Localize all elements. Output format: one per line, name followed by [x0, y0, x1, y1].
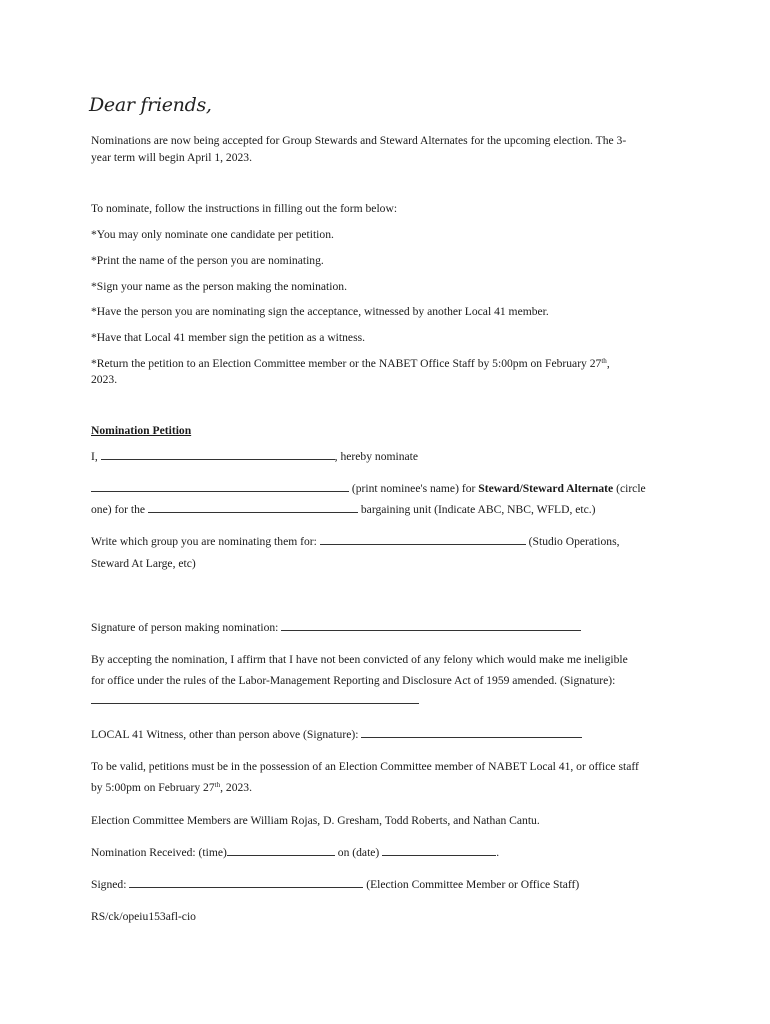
nominator-signature-line [91, 621, 581, 635]
group-field[interactable] [320, 535, 526, 545]
signature-label: Signature of person making nomination: [91, 621, 282, 634]
bargaining-text: bargaining unit (Indicate ABC, NBC, WFLD, etc.) [357, 503, 596, 516]
acceptance-line-2: for office under the rules of the Labor-Management Reporting and Disclosure Act of 1959 amended. (Signature): [91, 674, 616, 687]
acceptance-signature-field[interactable] [91, 694, 419, 704]
intro-line-1: Nominations are now being accepted for Group Stewards and Steward Alternates for the upcoming election. The 3- [91, 134, 627, 147]
i-suffix: , hereby nominate [334, 450, 419, 463]
instruction-item: *Have the person you are nominating sign the acceptance, witnessed by another Local 41 member. [91, 305, 549, 318]
nominee-text: (print nominee's name) for [349, 482, 479, 495]
signed-label: Signed: [91, 878, 130, 891]
validity-text: by 5:00pm on February 27 [91, 781, 215, 794]
witness-line [91, 728, 582, 742]
signed-field[interactable] [129, 878, 363, 888]
footer-code: RS/ck/opeiu153afl-cio [91, 910, 196, 923]
validity-line-1: To be valid, petitions must be in the possession of an Election Committee member of NABET Local 41, or office staff [91, 760, 639, 773]
group-prefix: Write which group you are nominating them for: [91, 535, 320, 548]
instruction-return [91, 357, 610, 371]
validity-sup: th [214, 781, 221, 789]
return-text: *Return the petition to an Election Committee member or the NABET Office Staff by 5:00pm on February 27 [91, 357, 602, 370]
acceptance-line-1: By accepting the nomination, I affirm that I have not been convicted of any felony which would make me ineligible [91, 653, 628, 666]
i-prefix: I, [91, 450, 101, 463]
committee-members: Election Committee Members are William Rojas, D. Gresham, Todd Roberts, and Nathan Cantu. [91, 814, 540, 827]
received-date-label: on (date) [334, 846, 383, 859]
signed-role: (Election Committee Member or Office Staff) [363, 878, 580, 891]
acceptance-signature-line [91, 694, 419, 708]
nominee-line [91, 482, 646, 496]
one-for-text: one) for the [91, 503, 148, 516]
return-comma: , [606, 357, 610, 370]
group-line [91, 535, 620, 549]
witness-label: LOCAL 41 Witness, other than person above (Signature): [91, 728, 362, 741]
received-period: . [496, 846, 500, 859]
instruction-item: *You may only nominate one candidate per petition. [91, 228, 334, 241]
instruction-item: *Sign your name as the person making the nomination. [91, 280, 347, 293]
instructions-lead: To nominate, follow the instructions in filling out the form below: [91, 202, 398, 215]
group-line-2: Steward At Large, etc) [91, 557, 196, 570]
return-sup: th [601, 357, 607, 365]
greeting: Dear friends, [89, 94, 212, 116]
bargaining-unit-field[interactable] [148, 503, 358, 513]
received-time-label: Nomination Received: (time) [91, 846, 227, 859]
witness-signature-field[interactable] [361, 728, 582, 738]
validity-year: , 2023. [220, 781, 252, 794]
intro-line-2: year term will begin April 1, 2023. [91, 151, 252, 164]
petition-heading: Nomination Petition [91, 424, 192, 437]
nominator-signature-field[interactable] [281, 621, 581, 631]
nominee-position: Steward/Steward Alternate [478, 482, 614, 495]
group-suffix: (Studio Operations, [525, 535, 620, 548]
nominator-name-field[interactable] [101, 450, 335, 460]
nominee-circle: (circle [613, 482, 646, 495]
bargaining-line [91, 503, 596, 517]
received-line [91, 846, 499, 860]
received-time-field[interactable] [227, 846, 335, 856]
validity-line-2 [91, 781, 252, 795]
nominee-name-field[interactable] [91, 482, 349, 492]
instruction-item: *Print the name of the person you are nominating. [91, 254, 324, 267]
received-date-field[interactable] [382, 846, 496, 856]
instruction-return-line-2: 2023. [91, 373, 118, 386]
nominator-line [91, 450, 418, 464]
instruction-item: *Have that Local 41 member sign the petition as a witness. [91, 331, 365, 344]
signed-line [91, 878, 579, 892]
